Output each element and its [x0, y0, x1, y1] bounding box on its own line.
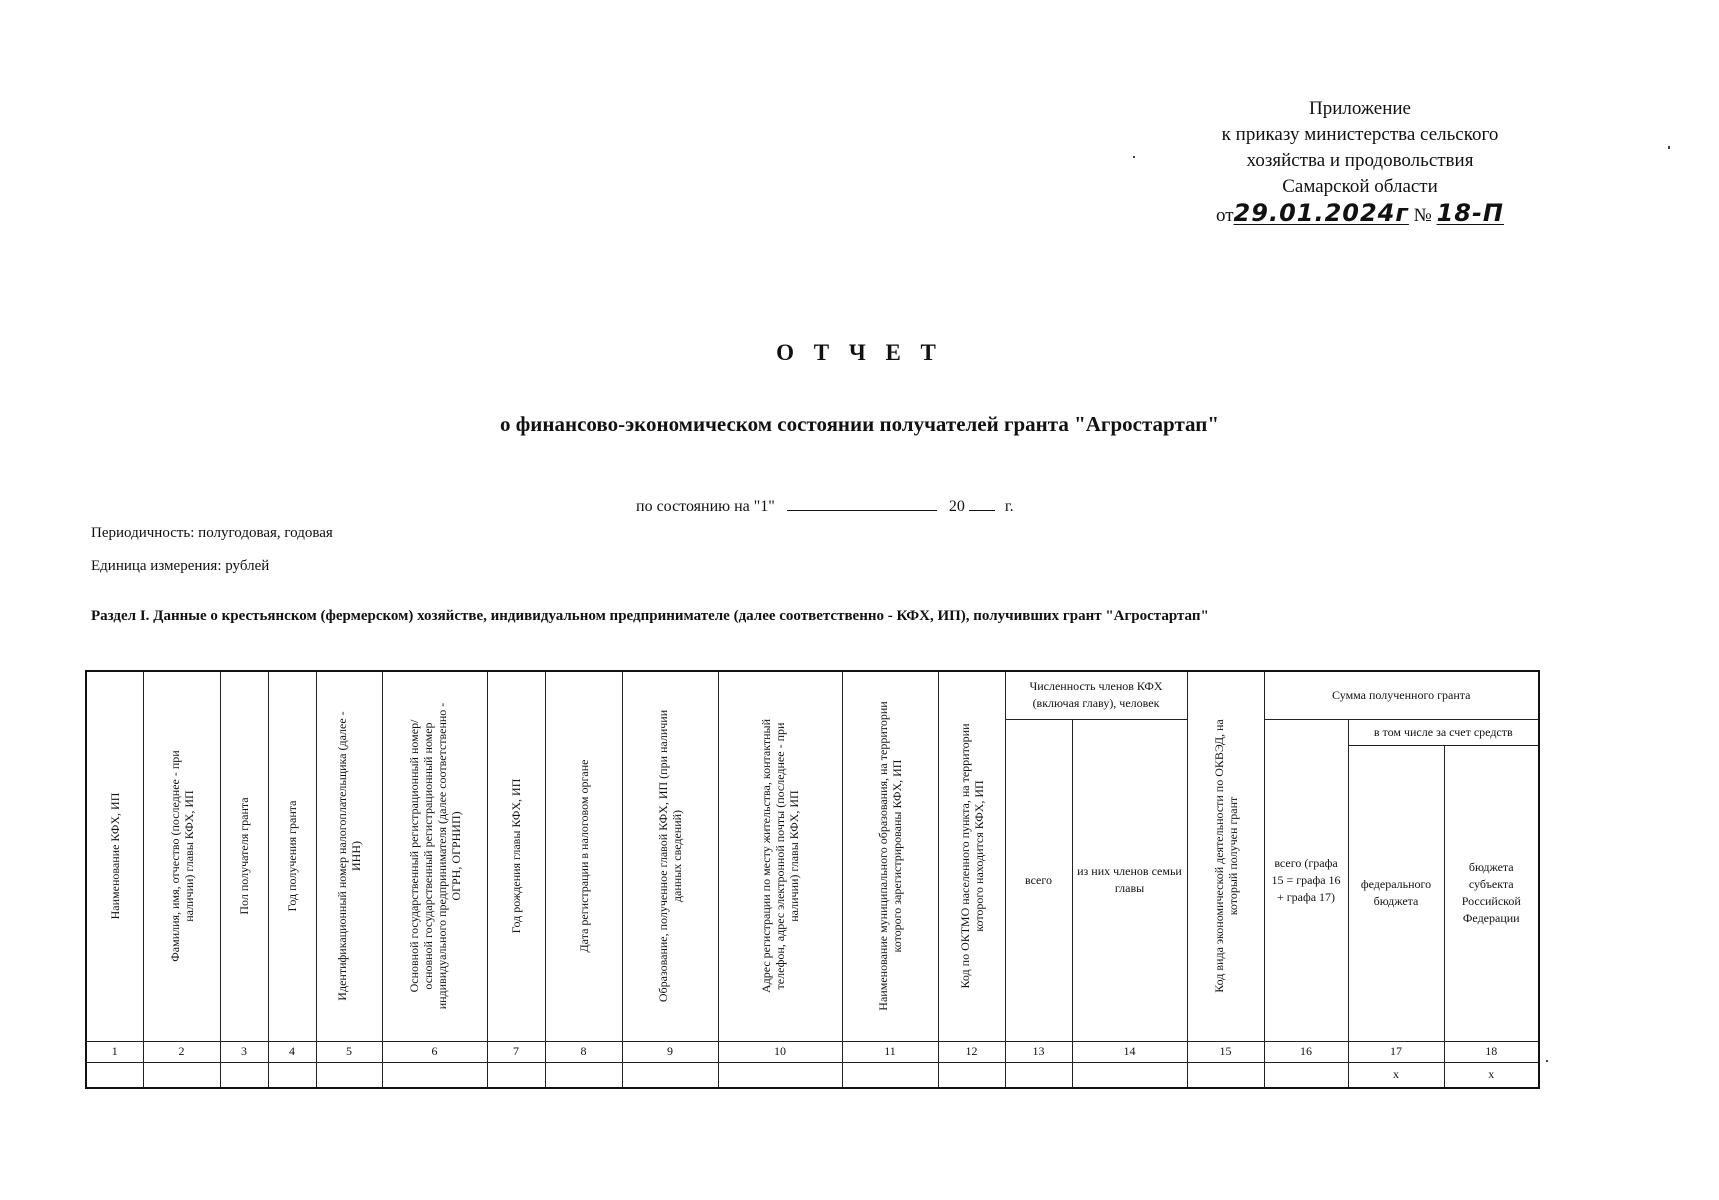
scan-speck — [1668, 146, 1670, 149]
data-cell[interactable] — [1264, 1062, 1348, 1088]
col-header-12 — [938, 671, 1005, 1041]
data-cell[interactable] — [622, 1062, 718, 1088]
col-header-3-text: Пол получателя гранта — [237, 797, 251, 915]
members-group-header: Численность членов КФХ (включая главу), человек — [1005, 671, 1187, 719]
col-header-12-text: Код по ОКТМО населенного пункта, на территории которого находится КФХ, ИП — [957, 723, 986, 989]
as-of-prefix: по состоянию на "1" — [636, 498, 775, 515]
incl-group-header: в том числе за счет средств — [1348, 719, 1539, 745]
col-header-7 — [487, 671, 545, 1041]
order-date-number — [1190, 200, 1530, 229]
periodicity-text: Периодичность: полугодовая, годовая — [91, 525, 333, 541]
unit-text: Единица измерения: рублей — [91, 558, 270, 574]
col-header-15-text: Код вида экономической деятельности по ОКВЭД, на который получен грант — [1211, 719, 1240, 994]
col-header-11-text: Наименование муниципального образования, на территории которого зарегистрированы КФХ, ИП — [876, 701, 904, 1011]
data-cell-x: x — [1444, 1062, 1539, 1088]
col-number: 10 — [718, 1041, 842, 1062]
col-number: 6 — [382, 1041, 487, 1062]
col-header-4 — [268, 671, 316, 1041]
appendix-line-2: к приказу министерства сельского — [1221, 124, 1499, 145]
col-number: 2 — [143, 1041, 220, 1062]
col-number: 16 — [1264, 1041, 1348, 1062]
header-row-1 — [86, 671, 1539, 719]
column-numbers-row — [86, 1041, 1539, 1062]
col-header-9-text: Образование, полученное главой КФХ, ИП (при наличии данных сведений) — [656, 710, 684, 1003]
number-label: № — [1413, 205, 1432, 226]
col-number: 13 — [1005, 1041, 1072, 1062]
grant-group-header: Сумма полученного гранта — [1264, 671, 1539, 719]
col-header-8 — [545, 671, 622, 1041]
year-blank — [969, 496, 995, 511]
appendix-line-1: Приложение — [1309, 98, 1411, 119]
col-header-14: из них членов семьи главы — [1072, 719, 1187, 1041]
report-table — [85, 670, 1540, 1089]
year-suffix: г. — [1004, 498, 1014, 515]
col-number: 15 — [1187, 1041, 1264, 1062]
col-header-15 — [1187, 671, 1264, 1041]
col-header-7-text: Год рождения главы КФХ, ИП — [509, 778, 523, 934]
report-subtitle: о финансово-экономическом состоянии получателей гранта "Агростартап" — [500, 412, 1219, 436]
col-number: 18 — [1444, 1041, 1539, 1062]
appendix-block — [1190, 96, 1530, 229]
col-header-5 — [316, 671, 382, 1041]
col-header-1-text: Наименование КФХ, ИП — [107, 792, 122, 920]
data-cell[interactable] — [487, 1062, 545, 1088]
report-title: О Т Ч Е Т — [776, 340, 943, 365]
col-number: 17 — [1348, 1041, 1444, 1062]
appendix-line-3: хозяйства и продовольствия — [1246, 150, 1474, 171]
data-cell[interactable] — [1187, 1062, 1264, 1088]
col-header-3 — [220, 671, 268, 1041]
col-header-6-text: Основной государственный регистрационный номер/основной государственный регистрационный номер индивидуального предпринимателя (далее соответственно - ОГРН, ОГРНИП) — [406, 702, 463, 1010]
data-cell[interactable] — [545, 1062, 622, 1088]
data-cell-x: x — [1348, 1062, 1444, 1088]
data-cell[interactable] — [268, 1062, 316, 1088]
col-header-17: федерального бюджета — [1348, 745, 1444, 1041]
data-row — [86, 1062, 1539, 1088]
col-header-10 — [718, 671, 842, 1041]
section-title: Раздел I. Данные о крестьянском (фермерском) хозяйстве, индивидуальном предпринимателе (далее соответственно - КФХ, ИП), получивших грант "Агростартап" — [91, 608, 1209, 624]
col-number: 11 — [842, 1041, 938, 1062]
col-number: 8 — [545, 1041, 622, 1062]
data-cell[interactable] — [220, 1062, 268, 1088]
data-cell[interactable] — [938, 1062, 1005, 1088]
col-header-6 — [382, 671, 487, 1041]
scan-speck — [1133, 156, 1135, 158]
col-header-2-text: Фамилия, имя, отчество (последнее - при наличии) главы КФХ, ИП — [167, 750, 196, 962]
col-number: 1 — [86, 1041, 143, 1062]
handwritten-number: 18-П — [1436, 199, 1505, 227]
data-cell[interactable] — [1072, 1062, 1187, 1088]
month-blank — [787, 496, 937, 511]
year-prefix: 20 — [948, 498, 965, 515]
col-number: 4 — [268, 1041, 316, 1062]
col-header-10-text: Адрес регистрации по месту жительства, контактный телефон, адрес электронной почты (последнее - при наличии) главы КФХ, ИП — [759, 719, 801, 994]
as-of-line — [636, 496, 1014, 516]
col-header-5-text: Идентификационный номер налогоплательщика (далее - ИНН) — [335, 711, 363, 1001]
col-header-13: всего — [1005, 719, 1072, 1041]
data-cell[interactable] — [86, 1062, 143, 1088]
col-number: 3 — [220, 1041, 268, 1062]
col-header-11 — [842, 671, 938, 1041]
col-number: 5 — [316, 1041, 382, 1062]
col-number: 9 — [622, 1041, 718, 1062]
data-cell[interactable] — [1005, 1062, 1072, 1088]
col-header-18: бюджета субъекта Российской Федерации — [1444, 745, 1539, 1041]
col-number: 14 — [1072, 1041, 1187, 1062]
scan-speck — [1546, 1060, 1548, 1062]
col-header-1 — [86, 671, 143, 1041]
col-header-4-text: Год получения гранта — [285, 800, 299, 912]
col-number: 7 — [487, 1041, 545, 1062]
col-header-8-text: Дата регистрации в налоговом органе — [576, 759, 591, 953]
data-cell[interactable] — [143, 1062, 220, 1088]
data-cell[interactable] — [718, 1062, 842, 1088]
col-number: 12 — [938, 1041, 1005, 1062]
data-cell[interactable] — [842, 1062, 938, 1088]
handwritten-date: 29.01.2024г — [1233, 199, 1409, 227]
data-cell[interactable] — [382, 1062, 487, 1088]
col-header-2 — [143, 671, 220, 1041]
col-header-16: всего (графа 15 = графа 16 + графа 17) — [1264, 719, 1348, 1041]
data-cell[interactable] — [316, 1062, 382, 1088]
from-label: от — [1215, 205, 1234, 226]
col-header-9 — [622, 671, 718, 1041]
appendix-line-4: Самарской области — [1282, 176, 1438, 197]
